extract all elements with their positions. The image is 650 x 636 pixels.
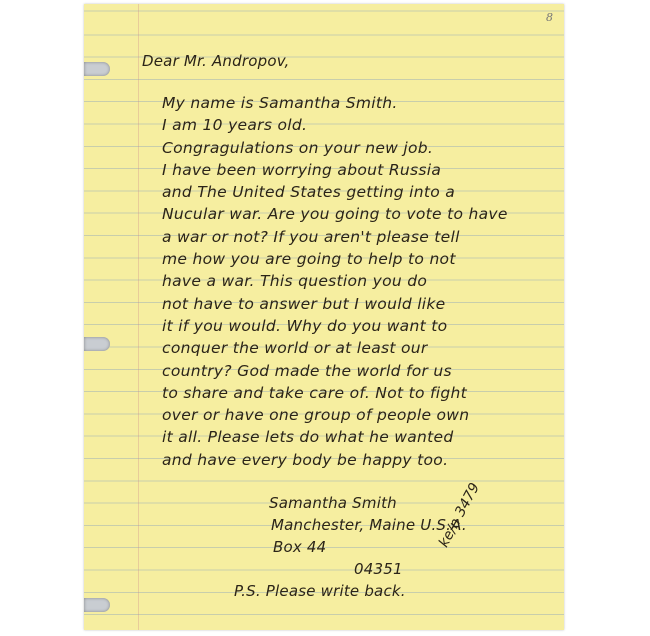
body-line: I am 10 years old. [162, 116, 308, 135]
body-line: over or have one group of people own [162, 406, 470, 425]
body-line: it if you would. Why do you want to [162, 316, 448, 335]
page-number: 8 [546, 11, 553, 24]
punch-hole-bottom [84, 598, 110, 612]
signature-city: Manchester, Maine U.S.A. [271, 516, 467, 534]
body-line: country? God made the world for us [162, 361, 452, 380]
signature-box: Box 44 [273, 538, 327, 556]
body-line: a war or not? If you aren't please tell [162, 227, 460, 246]
salutation: Dear Mr. Andropov, [142, 52, 290, 70]
body-line: Nucular war. Are you going to vote to have [162, 205, 508, 224]
body-line: me how you are going to help to not [162, 250, 456, 269]
body-line: to share and take care of. Not to fight [162, 383, 467, 402]
body-line: conquer the world or at least our [162, 339, 428, 358]
punch-hole-middle [84, 337, 110, 351]
margin-annotation: ke/n 3479 [435, 480, 484, 550]
body-line: it all. Please lets do what he wanted [162, 428, 454, 447]
body-line: and The United States getting into a [162, 183, 456, 202]
body-line: I have been worrying about Russia [162, 160, 442, 179]
letter-body [162, 92, 508, 471]
postscript: P.S. Please write back. [234, 582, 406, 600]
body-line: have a war. This question you do [162, 272, 428, 291]
punch-hole-top [84, 62, 110, 76]
signature-name: Samantha Smith [269, 494, 397, 512]
body-line: not have to answer but I would like [162, 294, 446, 313]
lined-paper [84, 4, 564, 630]
margin-rule [138, 4, 139, 630]
body-line: Congragulations on your new job. [162, 138, 434, 157]
body-line: My name is Samantha Smith. [162, 94, 398, 112]
signature-zip: 04351 [354, 560, 403, 578]
body-line: and have every body be happy too. [162, 450, 449, 469]
